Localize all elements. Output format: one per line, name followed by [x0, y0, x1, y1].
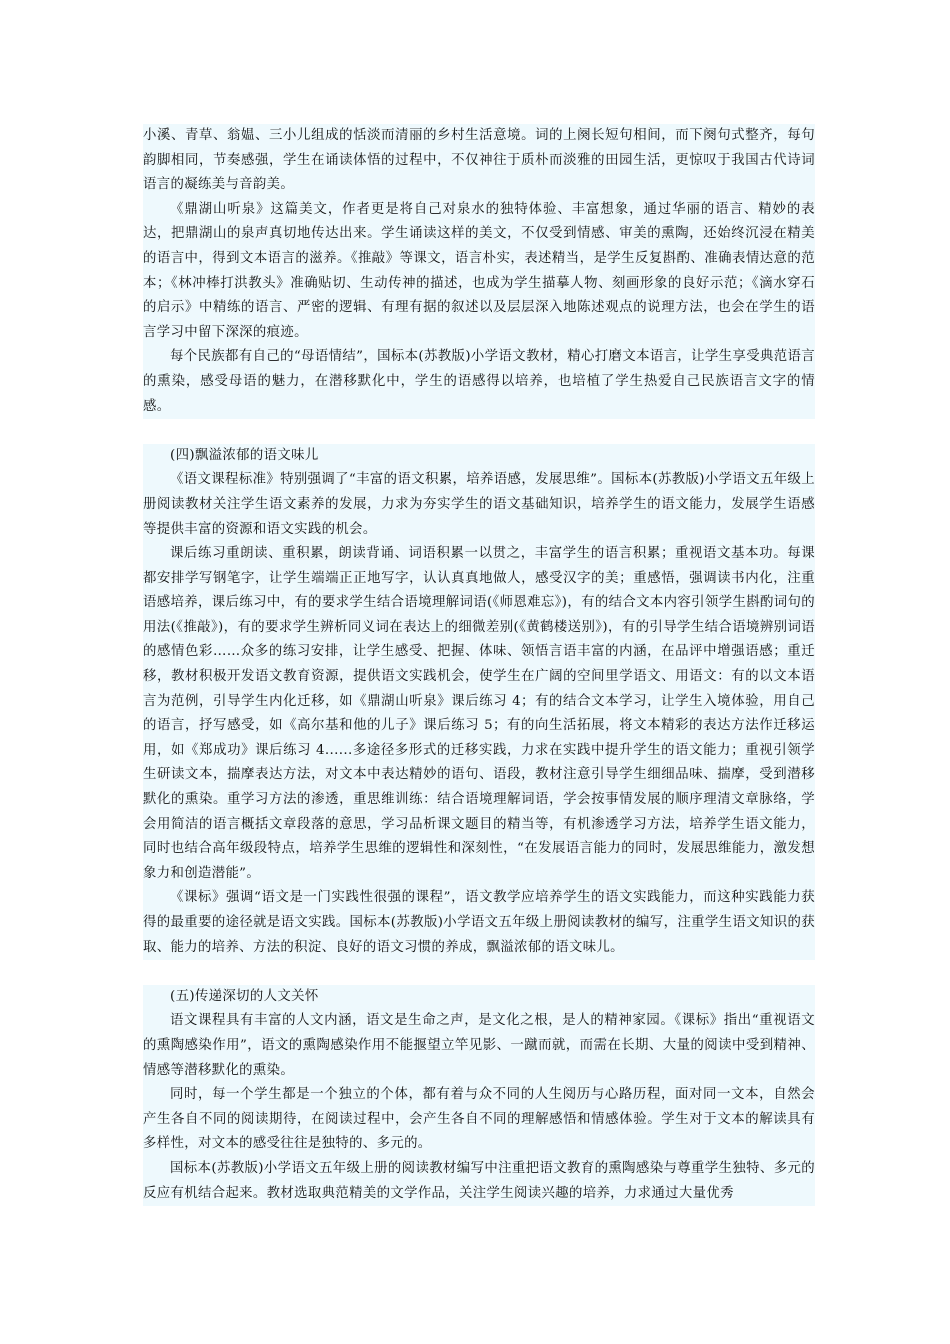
section-heading-five: (五)传递深切的人文关怀	[143, 985, 815, 1010]
section-heading-four: (四)飘溢浓郁的语文味儿	[143, 444, 815, 469]
paragraph-practice: 《课标》强调“语文是一门实践性很强的课程”，语文教学应培养学生的语文实践能力，而这种实践能力获得的最重要的途径就是语文实践。国标本(苏教版)小学语文五年级上册阅读教材的编写，注重学生语文知识的获取、能力的培养、方法的积淀、良好的语文习惯的养成，飘溢浓郁的语文味儿。	[143, 886, 815, 960]
paragraph-individual: 同时，每一个学生都是一个独立的个体，都有着与众不同的人生阅历与心路历程，面对同一文本，自然会产生各自不同的阅读期待，在阅读过程中，会产生各自不同的理解感悟和情感体验。学生对于文本的解读具有多样性，对文本的感受往往是独特的、多元的。	[143, 1083, 815, 1157]
paragraph-rural-scene: 小溪、青草、翁媪、三小儿组成的恬淡而清丽的乡村生活意境。词的上阕长短句相间，而下阕句式整齐，每句韵脚相同，节奏感强，学生在诵读体悟的过程中，不仅神往于质朴而淡雅的田园生活，更惊叹于我国古代诗词语言的凝练美与音韵美。	[143, 124, 815, 198]
paragraph-gap	[143, 960, 815, 985]
paragraph-textbook-design: 国标本(苏教版)小学语文五年级上册的阅读教材编写中注重把语文教育的熏陶感染与尊重学生独特、多元的反应有机结合起来。教材选取典范精美的文学作品，关注学生阅读兴趣的培养，力求通过大量优秀	[143, 1157, 815, 1206]
paragraph-exercises: 课后练习重朗读、重积累，朗读背诵、词语积累一以贯之，丰富学生的语言积累；重视语文基本功。每课都安排学写钢笔字，让学生端端正正地写字，认认真真地做人，感受汉字的美；重感悟，强调读书内化，注重语感培养，课后练习中，有的要求学生结合语境理解词语(《师恩难忘》)，有的结合文本内容引领学生斟酌词句的用法(《推敲》)，有的要求学生辨析同义词在表达上的细微差别(《黄鹤楼送别》)，有的引导学生结合语境辨别词语的感情色彩……众多的练习安排，让学生感受、把握、体味、领悟言语丰富的内涵，在品评中增强语感；重迁移，教材积极开发语文教育资源，提供语文实践机会，使学生在广阔的空间里学语文、用语文：有的以文本语言为范例，引导学生内化迁移，如《鼎湖山听泉》课后练习 4；有的结合文本学习，让学生入境体验，用自己的语言，抒写感受，如《高尔基和他的儿子》课后练习 5；有的向生活拓展，将文本精彩的表达方法作迁移运用，如《郑成功》课后练习 4......多途径多形式的迁移实践，力求在实践中提升学生的语文能力；重视引领学生研读文本，揣摩表达方法，对文本中表达精妙的语句、语段，教材注意引导学生细细品味、揣摩，受到潜移默化的熏染。重学习方法的渗透，重思维训练：结合语境理解词语，学会按事情发展的顺序理清文章脉络，学会用简洁的语言概括文章段落的意思，学习品析课文题目的精当等，有机渗透学习方法，培养学生语文能力，同时也结合高年级段特点，培养学生思维的逻辑性和深刻性，“在发展语言能力的同时，发展思维能力，激发想象力和创造潜能”。	[143, 542, 815, 886]
paragraph-humanistic: 语文课程具有丰富的人文内涵，语文是生命之声，是文化之根，是人的精神家园。《课标》指出“重视语文的熏陶感染作用”，语文的熏陶感染作用不能揠望立竿见影、一蹴而就，而需在长期、大量的阅读中受到精神、情感等潜移默化的熏染。	[143, 1009, 815, 1083]
paragraph-gap	[143, 419, 815, 444]
document-body	[143, 124, 815, 1206]
paragraph-mother-tongue: 每个民族都有自己的“母语情结”，国标本(苏教版)小学语文教材，精心打磨文本语言，让学生享受典范语言的熏染，感受母语的魅力，在潜移默化中，学生的语感得以培养，也培植了学生热爱自己民族语言文字的情感。	[143, 345, 815, 419]
paragraph-dinghu-spring: 《鼎湖山听泉》这篇美文，作者更是将自己对泉水的独特体验、丰富想象，通过华丽的语言、精妙的表达，把鼎湖山的泉声真切地传达出来。学生诵读这样的美文，不仅受到情感、审美的熏陶，还始终沉浸在精美的语言中，得到文本语言的滋养。《推敲》等课文，语言朴实，表述精当，是学生反复斟酌、准确表情达意的范本；《林冲棒打洪教头》准确贴切、生动传神的描述，也成为学生描摹人物、刻画形象的良好示范；《滴水穿石的启示》中精练的语言、严密的逻辑、有理有据的叙述以及层层深入地陈述观点的说理方法，也会在学生的语言学习中留下深深的痕迹。	[143, 198, 815, 346]
paragraph-curriculum-standard: 《语文课程标准》特别强调了“丰富的语文积累，培养语感，发展思维”。国标本(苏教版)小学语文五年级上册阅读教材关注学生语文素养的发展，力求为夯实学生的语文基础知识，培养学生的语文能力，发展学生语感等提供丰富的资源和语文实践的机会。	[143, 468, 815, 542]
